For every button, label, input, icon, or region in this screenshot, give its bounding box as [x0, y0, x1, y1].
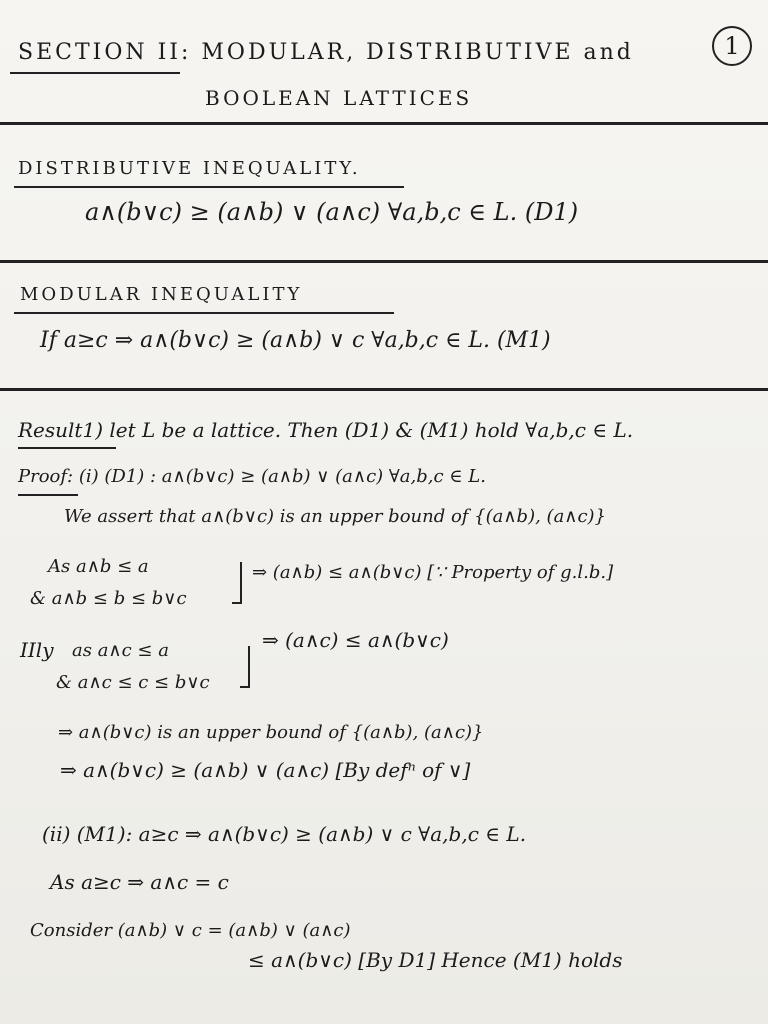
as2-result: ⇒ (a∧c) ≤ a∧(b∨c): [262, 628, 449, 652]
divider-2: [0, 260, 768, 263]
final-line: ≤ a∧(b∨c) [By D1] Hence (M1) holds: [248, 948, 623, 972]
section-title: SECTION II: MODULAR, DISTRIBUTIVE and: [18, 40, 634, 65]
modular-underline: [14, 312, 394, 314]
as2-line-a: as a∧c ≤ a: [72, 640, 169, 661]
modular-title: MODULAR INEQUALITY: [20, 284, 303, 305]
proof-line-1: Proof: (i) (D1) : a∧(b∨c) ≥ (a∧b) ∨ (a∧c) ∀a,b,c ∈ L.: [18, 466, 486, 487]
as1-line-a: As a∧b ≤ a: [48, 556, 149, 577]
as2-line-b: & a∧c ≤ c ≤ b∨c: [56, 672, 210, 693]
modular-formula: If a≥c ⇒ a∧(b∨c) ≥ (a∧b) ∨ c ∀a,b,c ∈ L. (M1): [40, 328, 551, 353]
illy-label: IIly: [20, 638, 54, 662]
m1-proof-line: (ii) (M1): a≥c ⇒ a∧(b∨c) ≥ (a∧b) ∨ c ∀a,b,c ∈ L.: [42, 822, 527, 846]
divider-3: [0, 388, 768, 391]
result-underline: [18, 447, 116, 449]
implication-2: ⇒ a∧(b∨c) ≥ (a∧b) ∨ (a∧c) [By defⁿ of ∨]: [60, 758, 471, 782]
distributive-formula: a∧(b∨c) ≥ (a∧b) ∨ (a∧c) ∀a,b,c ∈ L. (D1): [85, 198, 579, 226]
distributive-title: DISTRIBUTIVE INEQUALITY.: [18, 158, 361, 179]
as1-result: ⇒ (a∧b) ≤ a∧(b∨c) [∵ Property of g.l.b.]: [252, 562, 614, 583]
result-statement: Result1) let L be a lattice. Then (D1) & (M1) hold ∀a,b,c ∈ L.: [18, 418, 634, 442]
brace-1: [232, 562, 242, 604]
section-subtitle: BOOLEAN LATTICES: [205, 86, 473, 110]
distributive-underline: [14, 186, 404, 188]
divider-1: [0, 122, 768, 125]
page-number: 1: [712, 26, 752, 66]
proof-line-2: We assert that a∧(b∨c) is an upper bound of {(a∧b), (a∧c)}: [64, 506, 607, 527]
as1-line-b: & a∧b ≤ b ≤ b∨c: [30, 588, 187, 609]
brace-2: [240, 646, 250, 688]
proof-underline: [18, 494, 78, 496]
as-line: As a≥c ⇒ a∧c = c: [50, 870, 229, 894]
implication-1: ⇒ a∧(b∨c) is an upper bound of {(a∧b), (a∧c)}: [58, 722, 484, 743]
consider-line: Consider (a∧b) ∨ c = (a∧b) ∨ (a∧c): [30, 920, 351, 941]
section-title-underline: [10, 72, 180, 74]
